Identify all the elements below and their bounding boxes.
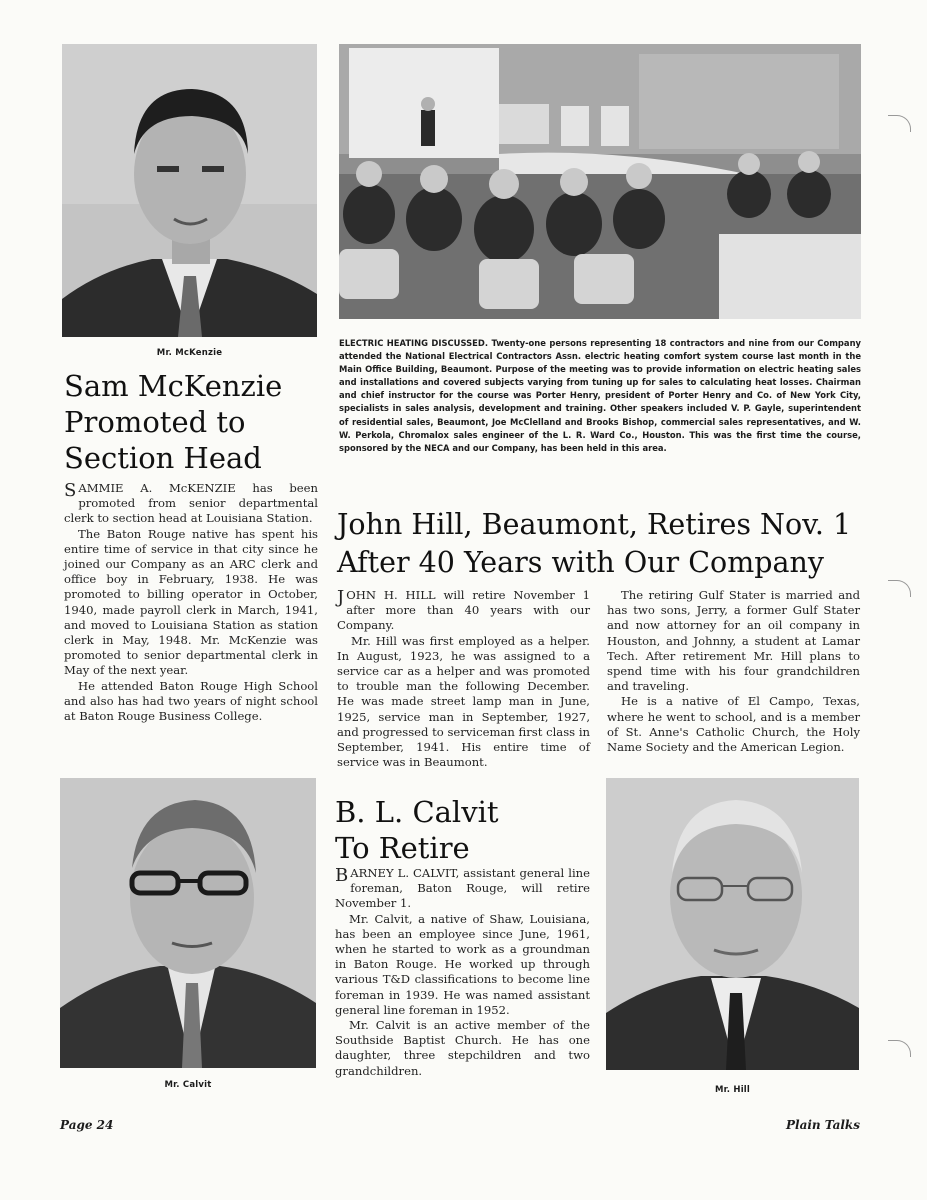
mckenzie-paragraph-3: He attended Baton Rouge High School and also has had two years of night school at Baton Rouge Business College. — [64, 678, 318, 724]
calvit-headline-line1: B. L. Calvit — [335, 795, 499, 829]
mckenzie-dropcap: S — [64, 480, 77, 501]
meeting-caption-body: Twenty-one persons representing 18 contractors and nine from our Company attended the National Electrical Contractors Assn. electric heating comfort system course last month in the Main Office Building, Beaumont. Purpose of the meeting was to provide information on electric heating sales and installations and covered subjects varying from tuning up for sales to calculating heat losses. Chairman and chief instructor for the course was Porter Henry, president of Porter Henry and Co. of New York City, specialists in sales analysis, development and training. Other speakers included V. P. Gayle, superintendent of residential sales, Beaumont, Joe McClelland and Brooks Bishop, commercial sales representatives, and W. W. Perkola, Chromalox sales engineer of the L. R. Ward Co., Houston. This was the first time the course, sponsored by the NECA and our Company, has been held in this area. — [339, 338, 861, 453]
calvit-headline-line2: To Retire — [335, 831, 470, 865]
hill-article-column-1 — [337, 588, 590, 770]
mckenzie-paragraph-1: SAMMIE A. McKENZIE has been promoted from senior departmental clerk to section head at Louisiana Station. — [64, 480, 318, 526]
meeting-caption-lead: ELECTRIC HEATING DISCUSSED. — [339, 338, 489, 348]
mckenzie-headline-line2: Promoted to — [64, 405, 246, 439]
punch-mark-top — [888, 115, 911, 132]
calvit-headline — [335, 794, 590, 866]
mckenzie-article-body — [64, 481, 318, 724]
calvit-article-body — [335, 866, 590, 1079]
hill-headline-line1: John Hill, Beaumont, Retires Nov. 1 — [337, 508, 852, 541]
punch-mark-middle — [888, 580, 911, 597]
meeting-photo — [339, 44, 861, 319]
mckenzie-headline-line3: Section Head — [64, 441, 262, 475]
hill-article-column-2 — [607, 588, 860, 755]
mckenzie-paragraph-2: The Baton Rouge native has spent his entire time of service in that city since he joined our Company as an ARC clerk and office boy in February, 1938. He was promoted to billing operator in October, 1940, made payroll clerk in March, 1941, and moved to Louisiana Station as station clerk in May, 1948. Mr. McKenzie was promoted to senior departmental clerk in May of the next year. — [64, 526, 318, 678]
hill-photo-caption: Mr. Hill — [714, 1085, 751, 1095]
calvit-paragraph-1: BARNEY L. CALVIT, assistant general line foreman, Baton Rouge, will retire November 1. — [335, 865, 590, 911]
mckenzie-photo — [62, 44, 317, 337]
mckenzie-photo-caption: Mr. McKenzie — [156, 348, 223, 358]
hill-dropcap: J — [337, 587, 345, 608]
hill-paragraph-1: JOHN H. HILL will retire November 1 after more than 40 years with our Company. — [337, 587, 590, 633]
hill-paragraph-3: The retiring Gulf Stater is married and has two sons, Jerry, a former Gulf Stater and now attorney for an oil company in Houston, and Johnny, a student at Lamar Tech. After retirement Mr. Hill plans to spend time with his four grandchildren and traveling. — [607, 588, 860, 694]
page-number: Page 24 — [60, 1118, 114, 1132]
hill-headline — [337, 506, 867, 582]
hill-paragraph-4: He is a native of El Campo, Texas, where he went to school, and is a member of St. Anne's Catholic Church, the Holy Name Society and the American Legion. — [607, 694, 860, 755]
hill-photo — [606, 778, 859, 1070]
calvit-photo — [60, 778, 316, 1068]
mckenzie-headline-line1: Sam McKenzie — [64, 369, 283, 403]
calvit-dropcap: B — [335, 865, 349, 886]
calvit-photo-caption: Mr. Calvit — [164, 1080, 212, 1090]
calvit-paragraph-2: Mr. Calvit, a native of Shaw, Louisiana, has been an employee since June, 1961, when he started to work as a groundman in Baton Rouge. He worked up through various T&D classifications to become line foreman in 1939. He was named assistant general line foreman in 1952. — [335, 911, 590, 1017]
publication-name: Plain Talks — [785, 1118, 860, 1132]
hill-headline-line2: After 40 Years with Our Company — [337, 546, 824, 579]
mckenzie-headline — [64, 368, 324, 476]
calvit-paragraph-3: Mr. Calvit is an active member of the Southside Baptist Church. He has one daughter, three stepchildren and two grandchildren. — [335, 1018, 590, 1078]
meeting-photo-caption — [339, 337, 861, 455]
hill-paragraph-2: Mr. Hill was first employed as a helper. In August, 1923, he was assigned to a service car as a helper and was promoted to trouble man the following December. He was made street lamp man in June, 1925, service man in September, 1927, and progressed to serviceman first class in September, 1941. His entire time of service was in Beaumont. — [337, 633, 590, 770]
punch-mark-bottom — [888, 1040, 911, 1057]
